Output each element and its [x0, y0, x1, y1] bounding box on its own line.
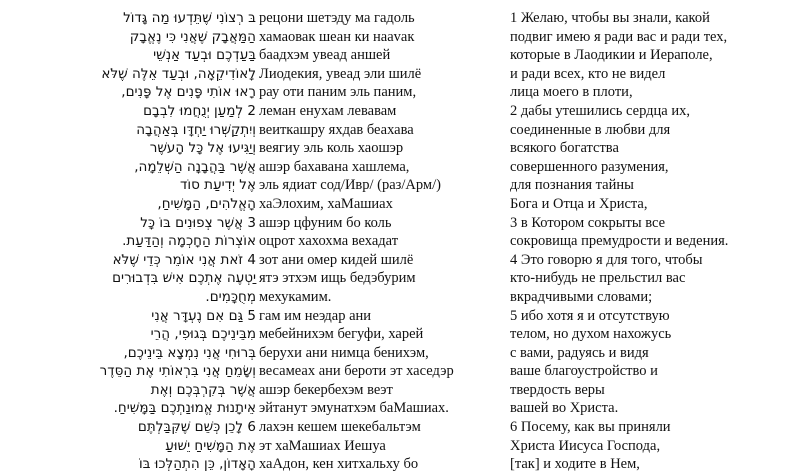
translit-line: ятэ этхэм ищь бедэбурим [259, 270, 416, 287]
translit-line: леман енухам левавам [259, 102, 397, 119]
russian-line: с вами, радуясь и видя [510, 344, 649, 361]
russian-line: кто-нибудь не прельстил вас [510, 270, 686, 287]
russian-line: 4 Это говорю я для того, чтобы [510, 251, 703, 268]
hebrew-line: בּ רְצוֹנִי שֶׁתֵּדְעוּ מַה גָּדוֹל [123, 10, 256, 26]
russian-line: соединенные в любви для [510, 121, 671, 138]
russian-line-cropped [510, 0, 800, 9]
translit-line: весамеах ани бероти эт хаседэр [259, 363, 454, 380]
hebrew-line: 3 אֲשֶׁר צְפוּנִים בּוֹ כָּל [140, 214, 256, 231]
hebrew-line: אֵיתָנוּת אֱמוּנַתְכֶם בַּמָּשִׁיחַ. [113, 400, 256, 417]
russian-text-column [510, 0, 800, 474]
hebrew-line: אֶת הַמָּשִׁיחַ יֵשׁוּעַ [165, 437, 256, 454]
russian-line: подвиг имею я ради вас и ради тех, [510, 28, 728, 45]
russian-line: лица моего в плоти, [510, 84, 633, 101]
hebrew-line: בַּעַדְכֶם וּבְעַד אַנְשֵׁי [153, 47, 256, 64]
russian-line: Бога и Отца и Христа, [510, 195, 648, 212]
transliteration-text-column [259, 0, 499, 474]
hebrew-line: הָאֱלֹהִים, הַמָּשִׁיחַ, [157, 195, 256, 212]
translit-line: ашэр бахавана хашлема, [259, 158, 410, 175]
translit-line: эт хаМашиах Иешуа [259, 437, 386, 454]
hebrew-line: 5 גַּם אִם נֶעְדָּר אֲנִי [151, 307, 256, 324]
russian-line: [так] и ходите в Нем, [510, 456, 640, 473]
hebrew-line: הַמַּאֲבָק שֶׁאֲנִי כִּי נֶאֱבָק [129, 28, 256, 45]
russian-line: для познания тайны [510, 177, 634, 194]
hebrew-text-column [0, 0, 256, 474]
translit-line: веягиу эль коль хаошэр [259, 140, 404, 157]
translit-line: хаАдон, кен хитхальху бо [259, 456, 419, 473]
hebrew-line: מְחֻכָּמִים. [205, 288, 256, 305]
hebrew-line: יַטְעֶה אֶתְכֶם אִישׁ בִּדְבוּרִים [112, 270, 256, 287]
hebrew-line: מִבֵּינֵיכֶם בְּגוּפִי, הֲרֵי [150, 326, 256, 343]
russian-line: всякого богатства [510, 140, 619, 157]
translit-line: ашэр цфуним бо коль [259, 214, 392, 231]
hebrew-line: 2 לְמַעַן יְנֻחֲמוּ לִבְבָם [143, 102, 256, 119]
translit-line: рецони шетэду ма гадоль [259, 10, 415, 26]
russian-line: 2 дабы утешились сердца их, [510, 102, 690, 119]
hebrew-line: אוֹצְרוֹת הַחָכְמָה וְהַדַּעַת. [122, 233, 256, 250]
translit-line: эль ядиат сод/Ивр/ (раз/Арм/) [259, 177, 441, 194]
translit-line: веиткашру яхдав беахава [259, 121, 414, 138]
russian-line: сокровища премудрости и ведения. [510, 233, 729, 250]
russian-line: твердость веры [510, 381, 605, 398]
hebrew-line: אֶל יְדִיעַת סוֹד [180, 177, 256, 194]
translit-line-cropped [259, 0, 499, 9]
hebrew-line: אֲשֶׁר בְּקִרְבְּכֶם וְאֶת [150, 381, 256, 398]
translit-line: оцрот хахохма вехадат [259, 233, 399, 250]
russian-line: вашей во Христа. [510, 400, 619, 417]
hebrew-line: 4 זֹאת אֲנִי אוֹמֵר כְּדֵי שֶׁלֹּא [112, 251, 256, 268]
translit-line: мебейнихэм бегуфи, харей [259, 326, 424, 343]
russian-line: 6 Посему, как вы приняли [510, 419, 671, 436]
translit-line: берухи ани нимца бенихэм, [259, 344, 429, 361]
russian-line: телом, но духом нахожусь [510, 326, 672, 343]
russian-line: совершенного разумения, [510, 158, 669, 175]
translit-line: Лиодекия, увеад эли шилё [259, 65, 422, 82]
translit-line: гам им неэдар ани [259, 307, 372, 324]
hebrew-line-cropped [0, 0, 256, 9]
translit-line: зот ани омер кидей шилё [259, 251, 414, 268]
russian-line: 5 ибо хотя я и отсутствую [510, 307, 670, 324]
hebrew-line: הָאָדוֹן, כֵּן הִתְהַלְּכוּ בּוֹ [138, 456, 256, 473]
hebrew-line: וְיַגִּיעוּ אֶל כָּל הָעשֶׁר [149, 140, 256, 157]
translit-line: рау оти паним эль паним, [259, 84, 417, 101]
russian-line: которые в Лаодикии и Иераполе, [510, 47, 713, 64]
hebrew-line: לָאוֹדִיקֵאָה, וּבְעַד אֵלֶּה שֶׁלֹּא [101, 65, 256, 82]
hebrew-line: רָאוּ אוֹתִי פָּנִים אֶל פָּנִים, [121, 84, 256, 101]
hebrew-line: וְיִתְקַשְּׁרוּ יַחְדָּו בְּאַהֲבָה [136, 121, 256, 138]
translit-line: лахэн кешем шекебальтэм [259, 419, 421, 436]
translit-line: хамаовак шеан ки нааvак [259, 28, 415, 45]
hebrew-line: בְּרוּחִי אֲנִי נִמְצָא בֵּינֵיכֶם, [123, 344, 256, 361]
translit-line: эйтанут эмунатхэм баМашиах. [259, 400, 449, 417]
hebrew-line: 6 לָכֵן כְּשֵׁם שֶׁקִּבַּלְתֶּם [137, 419, 256, 436]
translit-line: ашэр бекербехэм веэт [259, 381, 393, 398]
russian-line: 3 в Котором сокрыты все [510, 214, 666, 231]
hebrew-line: אֲשֶׁר בַּהֲבָנָה הַשְּׁלֵמָה, [134, 158, 256, 175]
hebrew-line: וְשָׂמֵחַ אֲנִי בִּרְאוֹתִי אֶת הַסֵּדֶר [99, 363, 256, 380]
russian-line: Христа Иисуса Господа, [510, 437, 661, 454]
russian-line: вкрадчивыми словами; [510, 288, 653, 305]
translit-line: мехукамим. [259, 288, 332, 305]
translit-line: баадхэм увеад аншей [259, 47, 391, 64]
russian-line: и ради всех, кто не видел [510, 65, 666, 82]
translit-line: хаЭлохим, хаМашиах [259, 195, 393, 212]
russian-line: ваше благоустройство и [510, 363, 658, 380]
russian-line: 1 Желаю, чтобы вы знали, какой [510, 10, 710, 26]
